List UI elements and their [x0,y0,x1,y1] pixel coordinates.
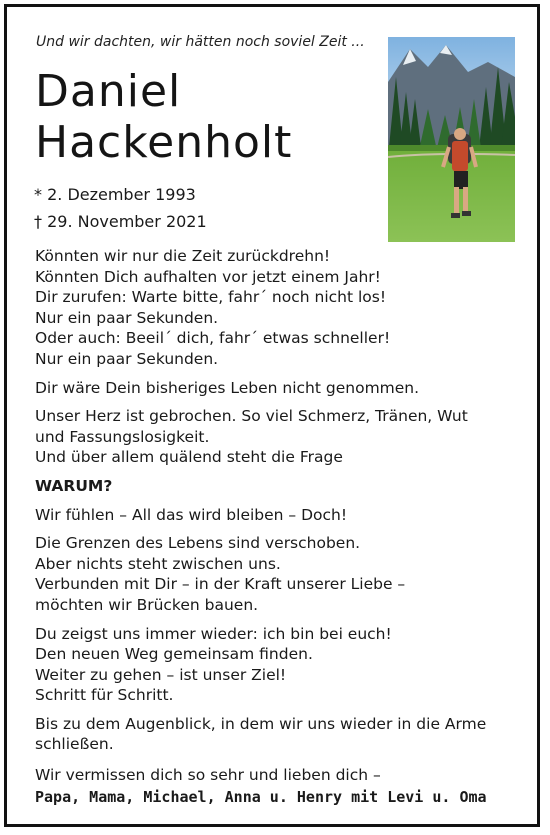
question-warum: WARUM? [35,476,113,495]
death-date: † 29. November 2021 [34,212,207,231]
stanza-5: Die Grenzen des Lebens sind verschoben. Aber nichts steht zwischen uns. Verbunden mit Dir – in der Kraft unserer Liebe – möchten wir Brücken bauen. [35,534,406,614]
life-dates [34,181,207,235]
portrait-photo [388,37,515,242]
poem [35,246,505,763]
closing [35,764,515,808]
first-name: Daniel [35,66,182,117]
stanza-3: Unser Herz ist gebrochen. So viel Schmerz, Tränen, Wut und Fassungslosigkeit. Und über allem quälend steht die Frage [35,407,468,467]
deceased-name [35,66,292,168]
last-name: Hackenholt [35,117,293,168]
stanza-7: Bis zu dem Augenblick, in dem wir uns wieder in die Arme schließen. [35,714,487,754]
stanza-4: Wir fühlen – All das wird bleiben – Doch! [35,505,348,524]
stanza-1: Könnten wir nur die Zeit zurückdrehn! Könnten Dich aufhalten vor jetzt einem Jahr! Dir zurufen: Warte bitte, fahr´ noch nicht los! Nur ein paar Sekunden. Oder auch: Beeil´ dich, fahr´ etwas schneller! Nur ein paar Sekunden. [35,247,391,368]
motto: Und wir dachten, wir hätten noch soviel Zeit ... [36,34,365,50]
stanza-6: Du zeigst uns immer wieder: ich bin bei euch! Den neuen Weg gemeinsam finden. Weiter zu gehen – ist unser Ziel! Schritt für Schritt. [35,624,392,705]
birth-date: * 2. Dezember 1993 [34,185,196,204]
family-signature: Papa, Mama, Michael, Anna u. Henry mit Levi u. Oma [35,788,487,806]
stanza-2: Dir wäre Dein bisheriges Leben nicht genommen. [35,378,420,397]
closing-line: Wir vermissen dich so sehr und lieben dich – [35,766,381,784]
